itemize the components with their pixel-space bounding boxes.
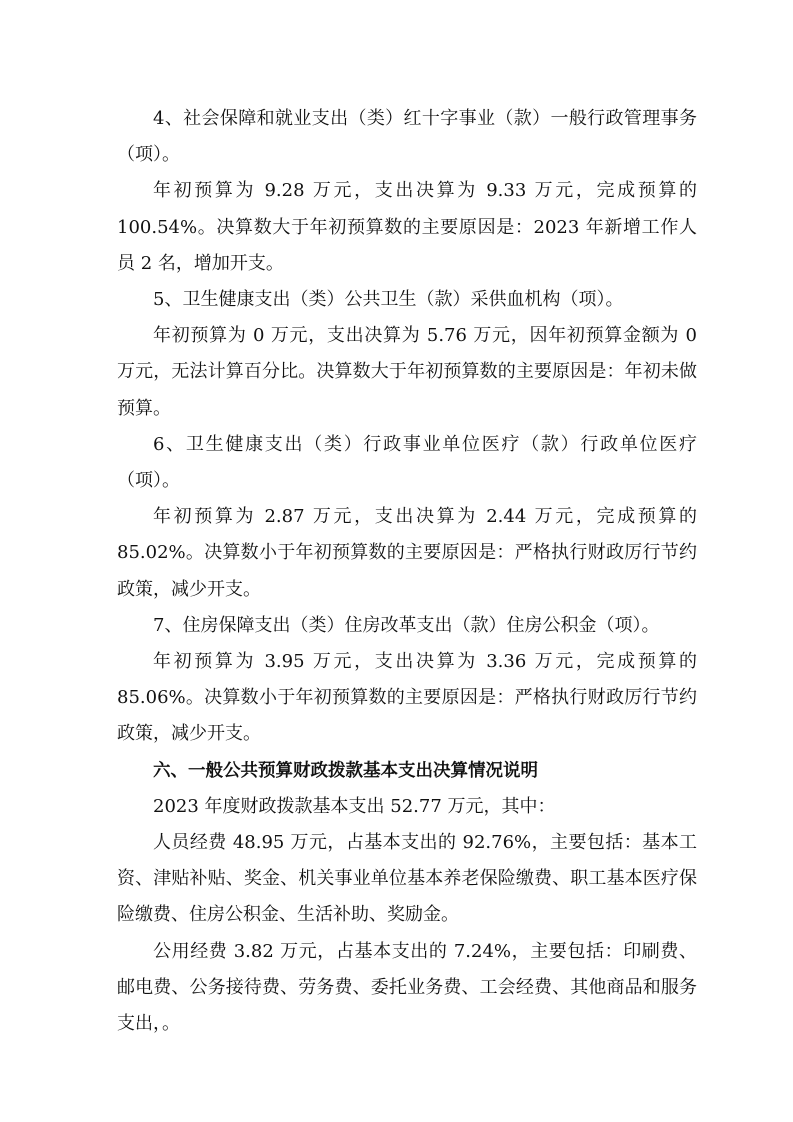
section-heading: 六、一般公共预算财政拨款基本支出决算情况说明 bbox=[153, 760, 538, 781]
item-4-body: 年初预算为 9.28 万元，支出决算为 9.33 万元，完成预算的 100.54%。决算数大于年初预算数的主要原因是：2023 年新增工作人员 2 名，增加开支。 bbox=[117, 180, 697, 274]
item-7-body: 年初预算为 3.95 万元，支出决算为 3.36 万元，完成预算的 85.06%。决算数小于年初预算数的主要原因是：严格执行财政厉行节约政策，减少开支。 bbox=[117, 651, 697, 745]
public-expense-paragraph: 公用经费 3.82 万元，占基本支出的 7.24%，主要包括：印刷费、邮电费、公务接待费、劳务费、委托业务费、工会经费、其他商品和服务支出，。 bbox=[117, 940, 697, 1035]
document-body bbox=[117, 101, 697, 1042]
item-6-title: 6、卫生健康支出（类）行政事业单位医疗（款）行政单位医疗（项）。 bbox=[117, 433, 697, 492]
item-5-title: 5、卫生健康支出（类）公共卫生（款）采供血机构（项）。 bbox=[153, 289, 624, 311]
item-6-body: 年初预算为 2.87 万元，支出决算为 2.44 万元，完成预算的 85.02%。决算数小于年初预算数的主要原因是：严格执行财政厉行节约政策，减少开支。 bbox=[117, 506, 697, 600]
item-4-title: 4、社会保障和就业支出（类）红十字事业（款）一般行政管理事务（项）。 bbox=[117, 108, 697, 166]
section-intro: 2023 年度财政拨款基本支出 52.77 万元，其中： bbox=[153, 795, 556, 817]
item-7-title: 7、住房保障支出（类）住房改革支出（款）住房公积金（项）。 bbox=[153, 614, 660, 636]
item-5-body: 年初预算为 0 万元，支出决算为 5.76 万元，因年初预算金额为 0 万元，无法计算百分比。决算数大于年初预算数的主要原因是：年初未做预算。 bbox=[117, 325, 697, 419]
personnel-expense-paragraph: 人员经费 48.95 万元，占基本支出的 92.76%，主要包括：基本工资、津贴补贴、奖金、机关事业单位基本养老保险缴费、职工基本医疗保险缴费、住房公积金、生活补助、奖励金。 bbox=[117, 832, 697, 926]
